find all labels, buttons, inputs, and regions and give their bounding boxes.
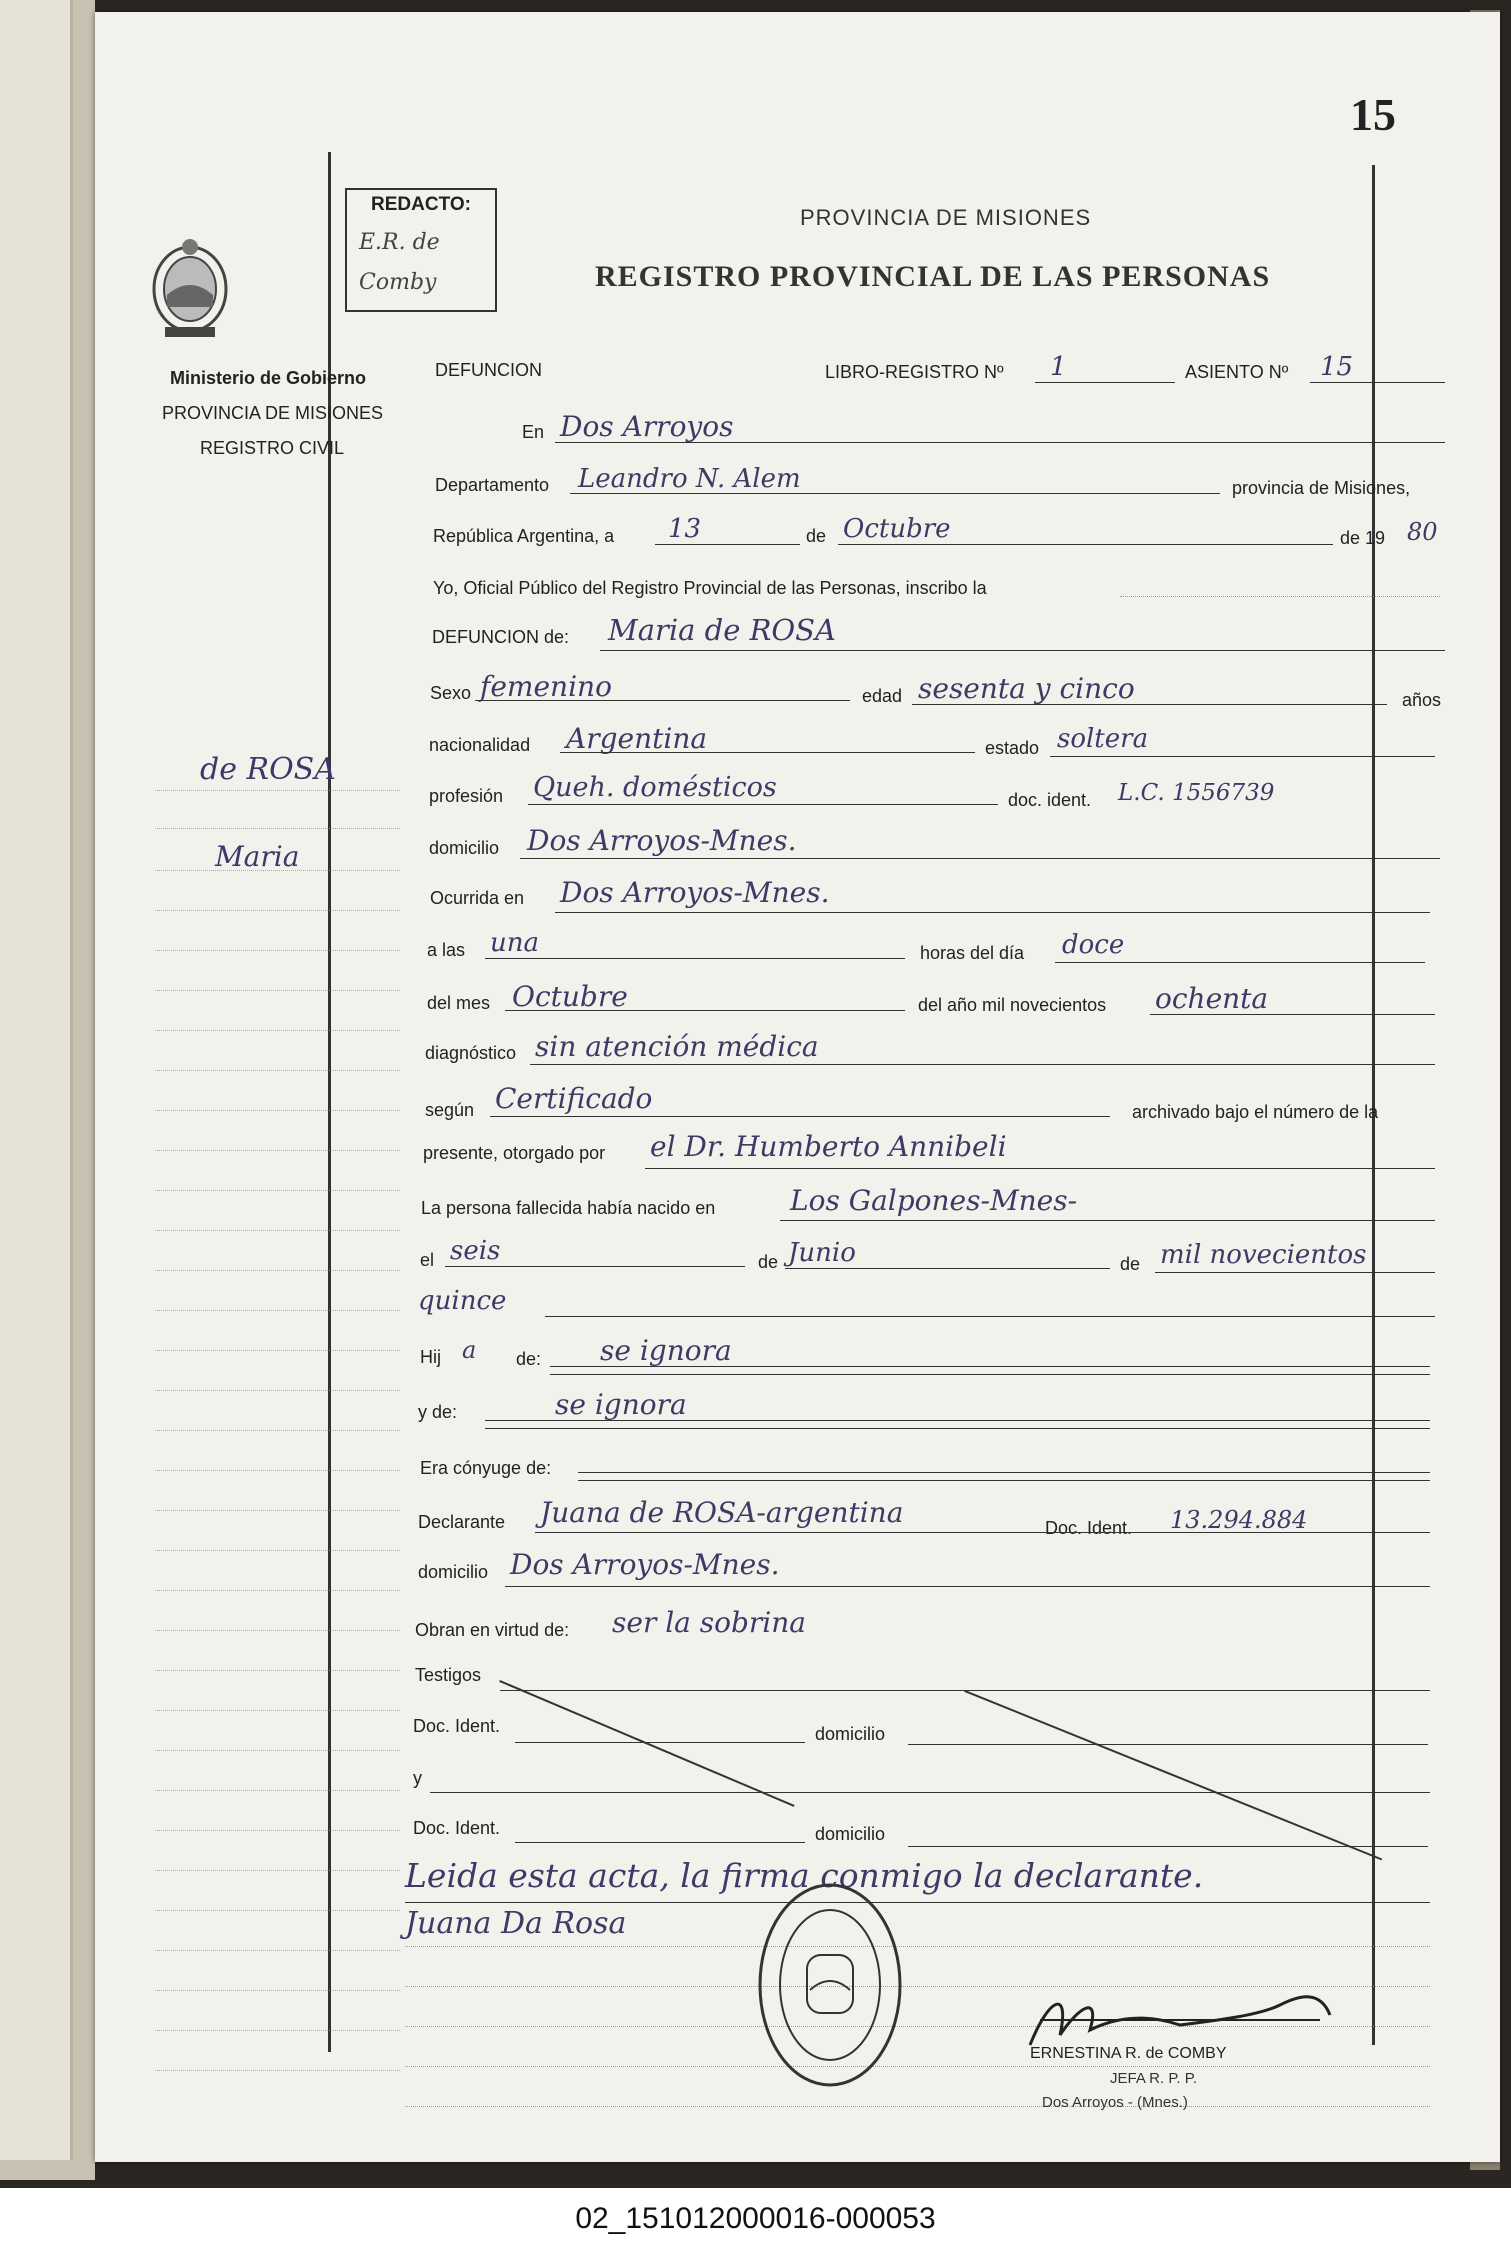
- margin-given-name: Maria: [215, 840, 300, 873]
- redacto-value-1: E.R. de: [359, 230, 440, 255]
- el-value: seis: [450, 1236, 501, 1266]
- ocurrida-label: Ocurrida en: [430, 888, 525, 908]
- domicilio2-value: Dos Arroyos-Mnes.: [510, 1548, 780, 1581]
- diagnostico-value: sin atención médica: [535, 1030, 819, 1063]
- estado-label: estado: [985, 738, 1040, 758]
- official-seal-icon: [755, 1880, 905, 2090]
- de3-value: mil novecientos: [1160, 1240, 1367, 1270]
- de3-label: de: [1120, 1254, 1141, 1274]
- defuncion-de-label: DEFUNCION de:: [432, 627, 570, 647]
- sexo-value: femenino: [480, 670, 612, 703]
- libro-label: LIBRO-REGISTRO Nº: [825, 362, 1004, 382]
- hij-label: Hij: [420, 1347, 441, 1367]
- decl-doc-label: Doc. Ident.: [1045, 1518, 1133, 1538]
- mes-label: del mes: [427, 993, 491, 1013]
- document-page: [95, 12, 1500, 2162]
- coat-of-arms-icon: [147, 235, 233, 343]
- segun-label: según: [425, 1100, 475, 1120]
- doc-label: doc. ident.: [1008, 790, 1092, 810]
- anio-value: ochenta: [1155, 982, 1269, 1015]
- libro-value: 1: [1050, 352, 1067, 382]
- redacto-value-2: Comby: [359, 270, 437, 295]
- registry-heading: REGISTRO PROVINCIAL DE LAS PERSONAS: [595, 260, 1271, 293]
- dia-value: doce: [1062, 930, 1125, 960]
- presente-value: el Dr. Humberto Annibeli: [650, 1130, 1007, 1163]
- dom1-label: domicilio: [815, 1724, 886, 1744]
- margin-surname: de ROSA: [200, 752, 336, 787]
- profesion-value: Queh. domésticos: [533, 772, 777, 803]
- el-label: el: [420, 1250, 435, 1270]
- footer-bar: [0, 2188, 1511, 2256]
- yde-label: y de:: [418, 1402, 458, 1422]
- obran-value: ser la sobrina: [612, 1606, 806, 1639]
- domicilio-value: Dos Arroyos-Mnes.: [527, 824, 797, 857]
- obran-label: Obran en virtud de:: [415, 1620, 570, 1640]
- hij-suffix: a: [462, 1336, 477, 1364]
- ministry-province: PROVINCIA DE MISIONES: [162, 403, 384, 423]
- diagnostico-label: diagnóstico: [425, 1043, 517, 1063]
- doc2-label: Doc. Ident.: [413, 1818, 501, 1838]
- domicilio-label: domicilio: [429, 838, 500, 858]
- hij-de-label: de:: [516, 1349, 542, 1369]
- departamento-value: Leandro N. Alem: [578, 464, 801, 494]
- ministry-registry: REGISTRO CIVIL: [200, 438, 345, 458]
- doc-value: L.C. 1556739: [1118, 780, 1275, 806]
- declarante-label: Declarante: [418, 1512, 506, 1532]
- anos-label: años: [1402, 690, 1442, 710]
- closing-line-1: Leida esta acta, la firma conmigo la declarante.: [405, 1856, 1204, 1895]
- en-value: Dos Arroyos: [560, 410, 734, 443]
- redacto-label: REDACTO:: [371, 194, 471, 215]
- nacido-label: La persona fallecida había nacido en: [421, 1198, 716, 1218]
- de2-value: Junio: [788, 1238, 856, 1268]
- departamento-label: Departamento: [435, 475, 550, 495]
- doc1-label: Doc. Ident.: [413, 1716, 501, 1736]
- asiento-value: 15: [1320, 352, 1354, 382]
- asiento-label: ASIENTO Nº: [1185, 362, 1289, 382]
- signer-title: JEFA R. P. P.: [1110, 2070, 1197, 2087]
- nacido-value: Los Galpones-Mnes-: [790, 1184, 1078, 1217]
- segun-value: Certificado: [495, 1082, 653, 1115]
- presente-label: presente, otorgado por: [423, 1143, 606, 1163]
- hij-de-value: se ignora: [600, 1334, 732, 1367]
- yde-value: se ignora: [555, 1388, 687, 1421]
- en-label: En: [522, 422, 545, 442]
- testigos-label: Testigos: [415, 1665, 482, 1685]
- year-value: 80: [1407, 518, 1438, 546]
- footer-id: 02_151012000016-000053: [575, 2202, 936, 2235]
- declarante-value: Juana de ROSA-argentina: [540, 1496, 904, 1529]
- nacionalidad-label: nacionalidad: [429, 735, 531, 755]
- cont-value: quince: [418, 1286, 507, 1316]
- republica-label: República Argentina, a: [433, 526, 615, 546]
- signer-place: Dos Arroyos - (Mnes.): [1042, 2094, 1188, 2111]
- domicilio2-label: domicilio: [418, 1562, 489, 1582]
- sexo-label: Sexo: [430, 683, 472, 703]
- yo-text: Yo, Oficial Público del Registro Provincial de las Personas, inscribo la: [433, 578, 987, 598]
- ocurrida-value: Dos Arroyos-Mnes.: [560, 876, 830, 909]
- conyuge-label: Era cónyuge de:: [420, 1458, 552, 1478]
- edad-value: sesenta y cinco: [918, 672, 1135, 705]
- edad-label: edad: [862, 686, 903, 706]
- alas-value: una: [490, 928, 539, 958]
- mes-value: Octubre: [512, 980, 628, 1013]
- day-value: 13: [668, 514, 702, 544]
- de2-label: de: [758, 1252, 779, 1272]
- decl-doc-value: 13.294.884: [1170, 1506, 1308, 1534]
- closing-line-2: Juana Da Rosa: [405, 1906, 627, 1941]
- province-heading: PROVINCIA DE MISIONES: [800, 205, 1092, 230]
- left-page-strip: [0, 0, 73, 2160]
- nacionalidad-value: Argentina: [566, 722, 708, 755]
- estado-value: soltera: [1057, 724, 1149, 754]
- y-label: y: [413, 1768, 422, 1788]
- dom2-label: domicilio: [815, 1824, 886, 1844]
- ministry-name: Ministerio de Gobierno: [170, 368, 367, 388]
- defuncion-de-value: Maria de ROSA: [608, 613, 836, 647]
- provincia-label: provincia de Misiones,: [1232, 478, 1411, 498]
- month-value: Octubre: [843, 514, 951, 544]
- anio-label: del año mil novecientos: [918, 995, 1107, 1015]
- page-number: 15: [1350, 89, 1396, 140]
- de-label: de: [806, 526, 827, 546]
- archivado-label: archivado bajo el número de la: [1132, 1102, 1379, 1122]
- profesion-label: profesión: [429, 786, 504, 806]
- horas-label: horas del día: [920, 943, 1025, 963]
- signer-name: ERNESTINA R. de COMBY: [1030, 2045, 1227, 2062]
- margin-rule: [328, 152, 331, 2052]
- year-label: de 19: [1340, 528, 1386, 548]
- redacto-box: [345, 188, 497, 312]
- type-label: DEFUNCION: [435, 360, 542, 380]
- alas-label: a las: [427, 940, 466, 960]
